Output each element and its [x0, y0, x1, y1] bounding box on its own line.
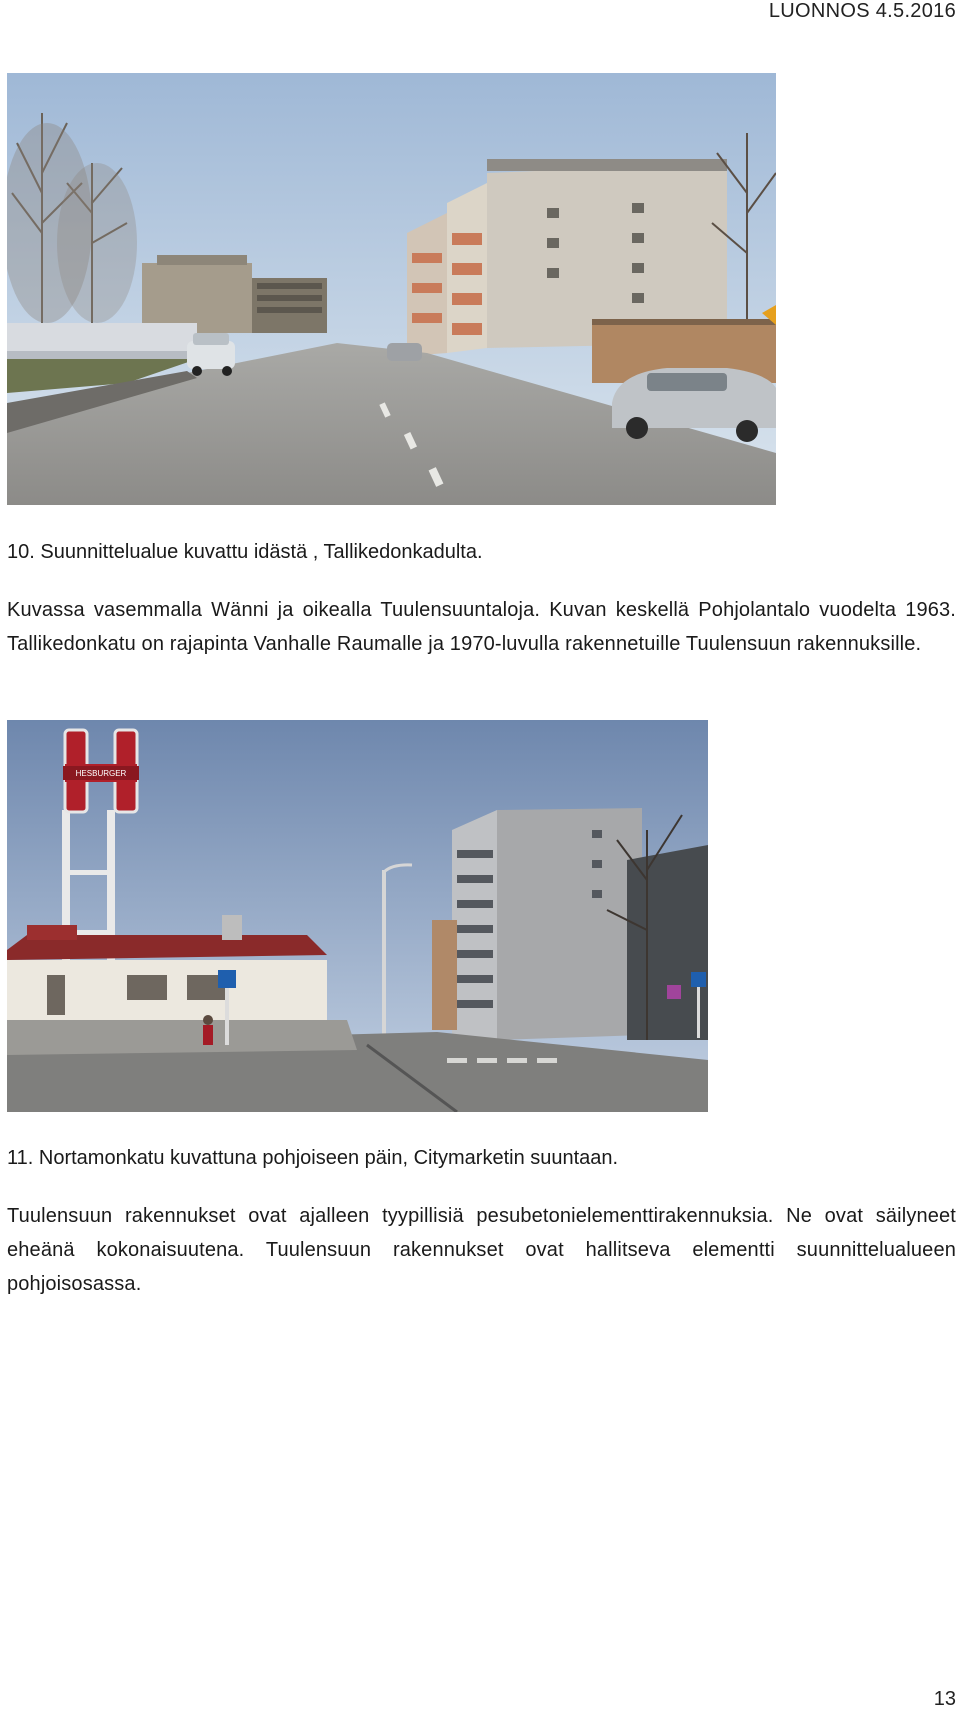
hesburger-sign-text: HESBURGER [75, 769, 127, 778]
page-number: 13 [933, 1688, 956, 1710]
figure-10-caption: 10. Suunnittelualue kuvattu idästä , Tallikedonkadulta. [7, 541, 483, 563]
document-header: LUONNOS 4.5.2016 [768, 0, 956, 22]
paragraph-2 [7, 1199, 956, 1301]
paragraph-1-text: Kuvassa vasemmalla Wänni ja oikealla Tuulensuuntaloja. Kuvan keskellä Pohjolantalo vuodelta 1963. Tallikedonkatu on rajapinta Vanhalle Raumalle ja 1970-luvulla rakennetuille Tuulensuun rakennuksille. [7, 599, 956, 655]
figure-11-caption: 11. Nortamonkatu kuvattuna pohjoiseen päin, Citymarketin suuntaan. [7, 1147, 619, 1169]
paragraph-1 [7, 593, 956, 661]
street-photo-nortamonkatu [7, 720, 708, 1112]
paragraph-2-text: Tuulensuun rakennukset ovat ajalleen tyypillisiä pesubetonielementtirakennuksia. Ne ovat säilyneet eheänä kokonaisuutena. Tuulensuun rakennukset ovat hallitseva elementti suunnittelualueen pohjoisosassa. [7, 1205, 956, 1295]
street-photo-tallikedonkatu [7, 73, 776, 505]
